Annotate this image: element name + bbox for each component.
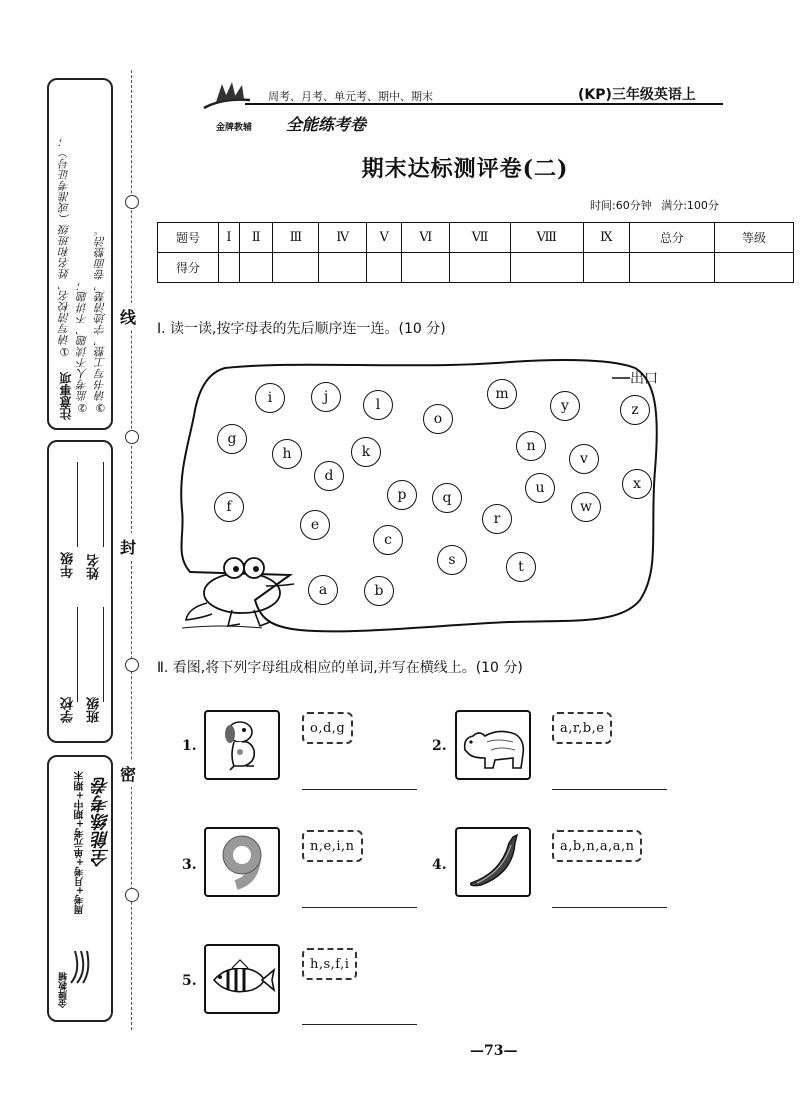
frog-icon (182, 548, 302, 633)
exit-arrow-icon (612, 373, 632, 383)
letter-s[interactable]: s (437, 545, 467, 575)
banana-icon (457, 829, 529, 895)
letter-n[interactable]: n (516, 431, 546, 461)
letter-f[interactable]: f (214, 492, 244, 522)
item-number: 4. (432, 857, 447, 873)
school-label: 学校 (61, 697, 76, 723)
header-series: 全能练考卷 (286, 115, 367, 134)
section1-title: Ⅰ. 读一读,按字母表的先后顺序连一连。(10 分) (157, 321, 446, 337)
notes-line-3: ③请书写工整，字迹清楚，卷面整洁。 (94, 225, 107, 414)
item-number: 3. (182, 857, 197, 873)
brand-logo-icon (200, 80, 256, 114)
score-cell[interactable] (319, 253, 367, 283)
item-number: 5. (182, 973, 197, 989)
score-cell[interactable] (583, 253, 629, 283)
item-number: 2. (432, 738, 447, 754)
header-brand: 金牌教辅 (216, 123, 253, 133)
fish-icon (206, 946, 278, 1012)
letter-g[interactable]: g (217, 424, 247, 454)
score-cell[interactable] (510, 253, 583, 283)
answer-line[interactable] (552, 907, 667, 908)
page-number: —73— (470, 1043, 518, 1059)
letter-t[interactable]: t (506, 552, 536, 582)
letter-q[interactable]: q (432, 483, 462, 513)
name-label: 姓名 (87, 554, 102, 580)
letter-e[interactable]: e (300, 510, 330, 540)
notes-line-1: ①请写清校名、姓名和班级（或准考证号）； (58, 136, 71, 358)
header-exams: 周考、月考、单元考、期中、期末 (268, 90, 433, 103)
class-label: 班级 (87, 697, 102, 723)
answer-line[interactable] (302, 1024, 417, 1025)
letter-l[interactable]: l (363, 390, 393, 420)
grade-label: 年级 (61, 552, 76, 578)
score-col-header: Ⅲ (273, 223, 319, 253)
nine-icon (206, 829, 278, 895)
exam-time: 时间:60分钟 (590, 199, 652, 212)
item-number: 1. (182, 738, 197, 754)
letter-a[interactable]: a (308, 575, 338, 605)
score-col-header: Ⅱ (239, 223, 272, 253)
seal-char-line: 线 (120, 303, 136, 330)
score-cell[interactable] (450, 253, 510, 283)
binding-hole-2 (125, 430, 139, 444)
answer-line[interactable] (302, 907, 417, 908)
letters-hint: n,e,i,n (302, 830, 363, 862)
exam-full-score: 满分:100分 (661, 199, 719, 212)
bear-icon (457, 712, 529, 778)
letter-c[interactable]: c (373, 525, 403, 555)
letters-hint: a,r,b,e (552, 712, 612, 744)
score-table-score-row (158, 253, 794, 283)
score-col-header: 等级 (715, 223, 794, 253)
header-rule (245, 103, 723, 105)
series-box-title: 全能练考卷 (91, 777, 112, 867)
letter-u[interactable]: u (525, 473, 555, 503)
series-box (47, 755, 113, 1022)
score-row1-label: 题号 (158, 223, 219, 253)
score-col-header: 总分 (629, 223, 714, 253)
notes-line-2: ②监考人不读题、不讲题； (76, 280, 89, 414)
letter-p[interactable]: p (387, 480, 417, 510)
letter-d[interactable]: d (314, 461, 344, 491)
item-picture-box (204, 710, 280, 780)
seal-char-secret: 密 (120, 760, 136, 787)
exam-meta (590, 197, 719, 213)
student-info-box (47, 440, 113, 743)
series-box-brand: 金牌教辅 (59, 972, 69, 1008)
exit-label: 出口 (630, 371, 658, 387)
letter-v[interactable]: v (569, 444, 599, 474)
notes-label: 注意事项 (59, 372, 73, 420)
letter-z[interactable]: z (620, 395, 650, 425)
item-picture-box (204, 827, 280, 897)
letter-b[interactable]: b (364, 576, 394, 606)
dog-icon (206, 712, 278, 778)
class-blank[interactable] (103, 607, 104, 702)
score-table-header-row (158, 223, 794, 253)
score-col-header: Ⅸ (583, 223, 629, 253)
letter-o[interactable]: o (423, 404, 453, 434)
score-table (157, 222, 794, 283)
header-grade-subject: (KP)三年级英语上 (578, 87, 696, 103)
letters-hint: a,b,n,a,a,n (552, 830, 642, 862)
item-picture-box (204, 944, 280, 1014)
letter-k[interactable]: k (351, 437, 381, 467)
score-col-header: Ⅰ (219, 223, 240, 253)
book-logo-icon (67, 947, 93, 987)
answer-line[interactable] (552, 789, 667, 790)
page-title: 期末达标测评卷(二) (361, 156, 569, 182)
letters-hint: o,d,g (302, 712, 353, 744)
score-col-header: Ⅷ (510, 223, 583, 253)
score-col-header: Ⅵ (402, 223, 450, 253)
binding-hole-3 (125, 658, 139, 672)
score-cell[interactable] (715, 253, 794, 283)
letter-i[interactable]: i (255, 383, 285, 413)
section2-title: Ⅱ. 看图,将下列字母组成相应的单词,并写在横线上。(10 分) (157, 660, 523, 676)
series-box-exams: 周考+月考+单元考+期中+期末 (75, 771, 86, 915)
score-col-header: Ⅶ (450, 223, 510, 253)
school-blank[interactable] (77, 607, 78, 702)
letter-x[interactable]: x (622, 469, 652, 499)
score-cell[interactable] (239, 253, 272, 283)
grade-blank[interactable] (77, 462, 78, 547)
item-picture-box (455, 710, 531, 780)
binding-hole-1 (125, 195, 139, 209)
score-cell[interactable] (273, 253, 319, 283)
answer-line[interactable] (302, 789, 417, 790)
score-cell[interactable] (367, 253, 402, 283)
score-row2-label: 得分 (158, 253, 219, 283)
seal-char-seal: 封 (120, 533, 136, 560)
letters-hint: h,s,f,i (302, 948, 357, 980)
name-blank[interactable] (103, 462, 104, 547)
letter-w[interactable]: w (571, 492, 601, 522)
letter-j[interactable]: j (311, 382, 341, 412)
score-cell[interactable] (402, 253, 450, 283)
score-cell[interactable] (629, 253, 714, 283)
score-cell[interactable] (219, 253, 240, 283)
letter-h[interactable]: h (272, 439, 302, 469)
letter-y[interactable]: y (550, 391, 580, 421)
item-picture-box (455, 827, 531, 897)
score-col-header: Ⅴ (367, 223, 402, 253)
binding-hole-4 (125, 888, 139, 902)
score-col-header: Ⅳ (319, 223, 367, 253)
letter-m[interactable]: m (487, 379, 517, 409)
letter-r[interactable]: r (482, 504, 512, 534)
notes-box (47, 78, 113, 430)
